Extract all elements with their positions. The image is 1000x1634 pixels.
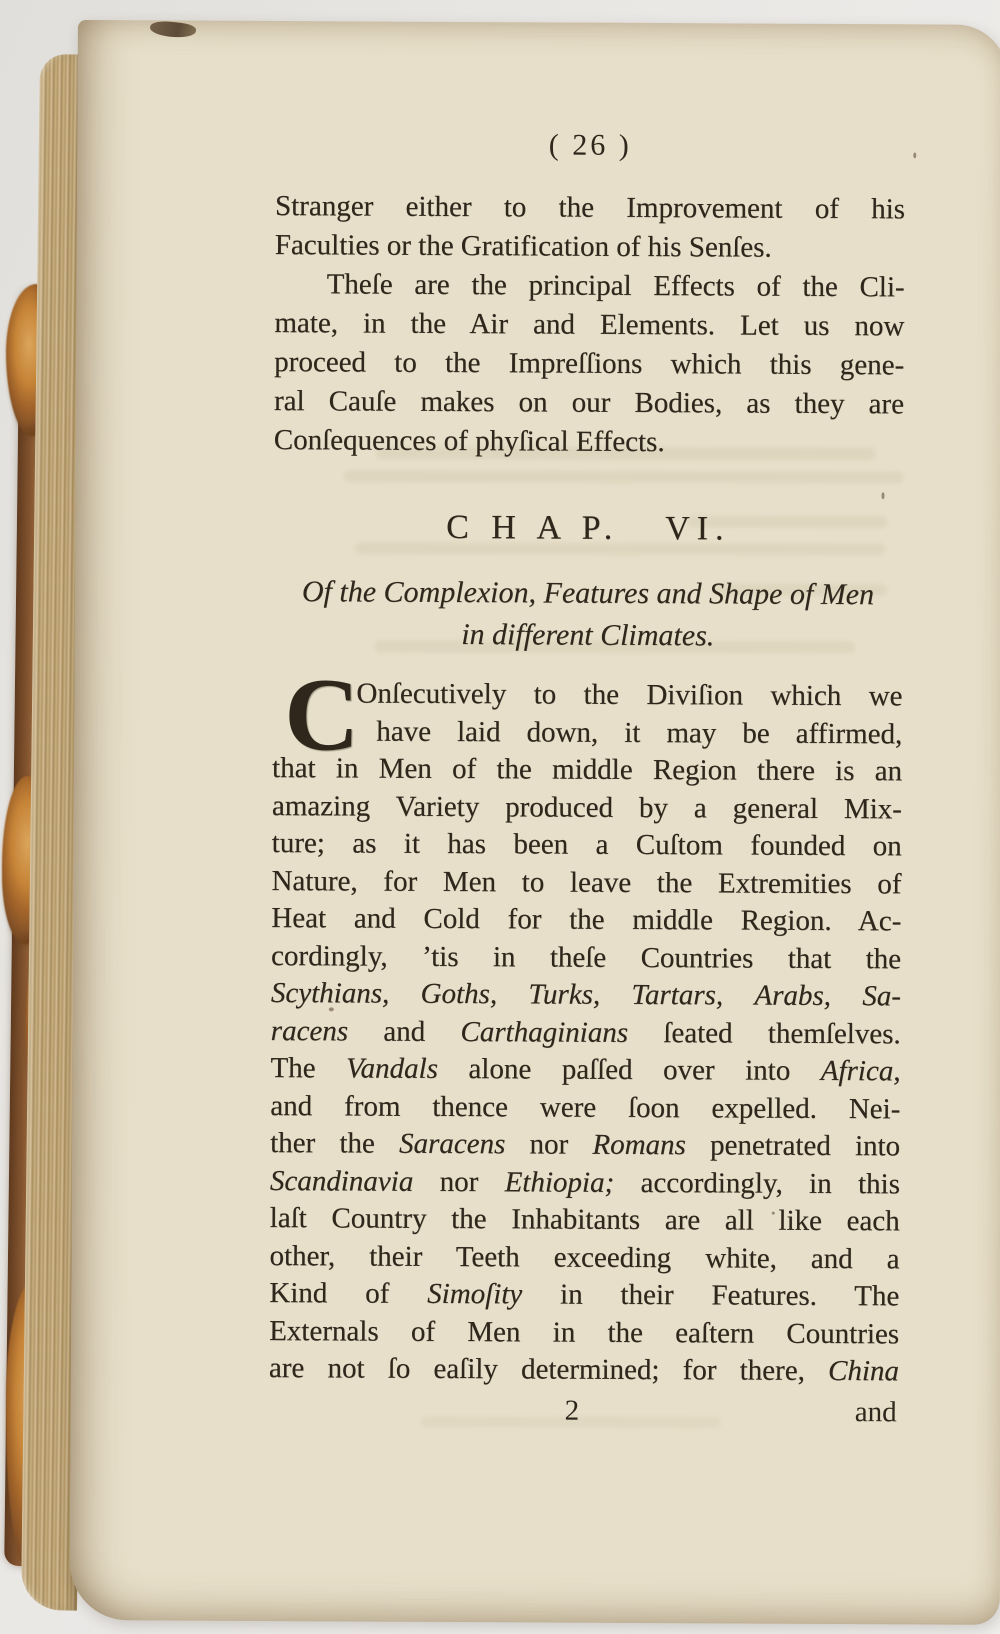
text-segment: are not ſo eaſily determined; for there, <box>268 1352 829 1387</box>
text-line <box>274 421 904 463</box>
italic-text-segment: Simoſity <box>427 1277 523 1311</box>
text-line <box>275 265 905 307</box>
italic-text-segment: Carthaginians <box>460 1015 629 1049</box>
italic-text-segment: Ethiopia; <box>504 1165 615 1199</box>
text-segment: mate, in the Air and Elements. Let us now <box>274 307 905 343</box>
text-segment: that in Men of the middle Region there is an <box>272 752 903 788</box>
text-segment: Stranger either to the Improvement of his <box>274 190 906 226</box>
text-line <box>272 675 902 716</box>
text-line <box>272 713 902 754</box>
catchword: and <box>854 1396 897 1429</box>
text-line <box>269 1238 899 1279</box>
text-segment: have laid down, it may be affirmed, <box>376 715 903 750</box>
text-segment: alone paſſed over into <box>437 1052 821 1087</box>
text-line <box>271 975 901 1016</box>
chapter-heading: C H A P. VI. <box>446 508 731 548</box>
text-segment: ture; as it has been a Cuſtom founded on <box>271 827 902 863</box>
text-line <box>271 900 901 941</box>
text-line <box>270 1200 900 1241</box>
italic-text-segment: Sa- <box>862 980 902 1013</box>
text-line <box>270 1163 900 1204</box>
italic-text-segment: Scandinavia <box>269 1164 414 1198</box>
text-segment: Onſecutively to the Diviſion which we <box>356 677 903 713</box>
showthrough-smudge <box>344 470 904 483</box>
italic-text-segment: Goths, <box>420 977 498 1011</box>
chapter-subtitle-line: in different Climates. <box>461 618 715 653</box>
text-segment: nor <box>505 1128 593 1161</box>
chapter-subtitle <box>273 571 903 658</box>
text-line <box>275 187 905 229</box>
text-segment: cordingly, ’tis in theſe Countries that the <box>271 939 902 975</box>
text-segment <box>600 979 631 1011</box>
text-line <box>269 1313 899 1354</box>
text-line <box>270 1125 900 1166</box>
text-line <box>270 1050 900 1091</box>
text-line <box>271 938 901 979</box>
drop-cap: C <box>284 657 360 773</box>
italic-text-segment: Tartars, <box>631 978 724 1012</box>
text-segment: laſt Country the Inhabitants are all like each <box>269 1202 900 1238</box>
text-line <box>270 1088 900 1129</box>
text-segment: other, their Teeth exceeding white, and a <box>269 1239 900 1275</box>
text-segment: accordingly, in this <box>614 1166 900 1200</box>
text-segment: Heat and Cold for the middle Region. Ac- <box>271 902 902 938</box>
italic-text-segment: Turks, <box>528 978 601 1011</box>
text-segment: and from thence were ſoon expelled. Nei- <box>270 1089 901 1125</box>
text-segment: Faculties or the Gratification of his Senſes. <box>274 229 772 264</box>
text-segment: Nature, for Men to leave the Extremities of <box>271 864 902 900</box>
text-line <box>275 226 905 268</box>
italic-text-segment: China <box>827 1354 900 1388</box>
text-line <box>274 343 904 385</box>
text-segment: ther the <box>270 1127 400 1160</box>
text-segment: proceed to the Impreſſions which this gene- <box>274 346 905 382</box>
text-segment: The <box>270 1052 347 1085</box>
text-line <box>271 1013 901 1054</box>
text-segment <box>831 980 862 1012</box>
text-segment <box>497 978 528 1010</box>
page-number: ( 26 ) <box>548 128 632 162</box>
italic-text-segment: Vandals <box>346 1052 439 1085</box>
text-segment: amazing Variety produced by a general Mix- <box>271 789 902 825</box>
text-segment <box>723 979 754 1011</box>
text-line <box>274 304 904 346</box>
italic-text-segment: Africa, <box>820 1054 901 1088</box>
paragraph-continuation <box>275 187 905 268</box>
italic-text-segment: Saracens <box>398 1127 506 1161</box>
text-line <box>272 825 902 866</box>
signature-mark: 2 <box>564 1394 580 1427</box>
text-line <box>269 1350 899 1391</box>
italic-text-segment: racens <box>270 1014 349 1047</box>
text-segment: Theſe are the principal Effects of the Cli- <box>326 268 905 304</box>
book-page <box>70 20 1000 1625</box>
text-segment: ral Cauſe makes on our Bodies, as they are <box>273 385 905 421</box>
ink-speck <box>882 492 885 499</box>
paragraph-chapter-body <box>268 657 903 1391</box>
text-segment: Conſequences of phyſical Effects. <box>273 424 665 459</box>
text-segment: penetrated into <box>685 1129 901 1163</box>
text-segment <box>389 978 420 1010</box>
chapter-subtitle-line: Of the Complexion, Features and Shape of Men <box>301 575 875 612</box>
text-segment: Externals of Men in the eaſtern Countries <box>269 1314 900 1350</box>
text-line <box>274 382 904 424</box>
page-footer <box>269 1393 899 1438</box>
ink-speck <box>913 152 916 158</box>
text-segment: nor <box>413 1165 505 1198</box>
text-segment: ſeated themſelves. <box>627 1016 901 1050</box>
italic-text-segment: Romans <box>592 1128 686 1162</box>
text-segment: and <box>347 1014 461 1048</box>
italic-text-segment: Arabs, <box>754 979 832 1012</box>
text-line <box>272 750 902 791</box>
text-line <box>269 1275 899 1316</box>
text-line <box>272 788 902 829</box>
paragraph-climate-effects <box>274 265 905 463</box>
italic-text-segment: Scythians, <box>270 977 390 1010</box>
text-segment: in their Features. The <box>522 1278 900 1313</box>
text-line <box>271 863 901 904</box>
text-segment: Kind of <box>269 1277 428 1310</box>
